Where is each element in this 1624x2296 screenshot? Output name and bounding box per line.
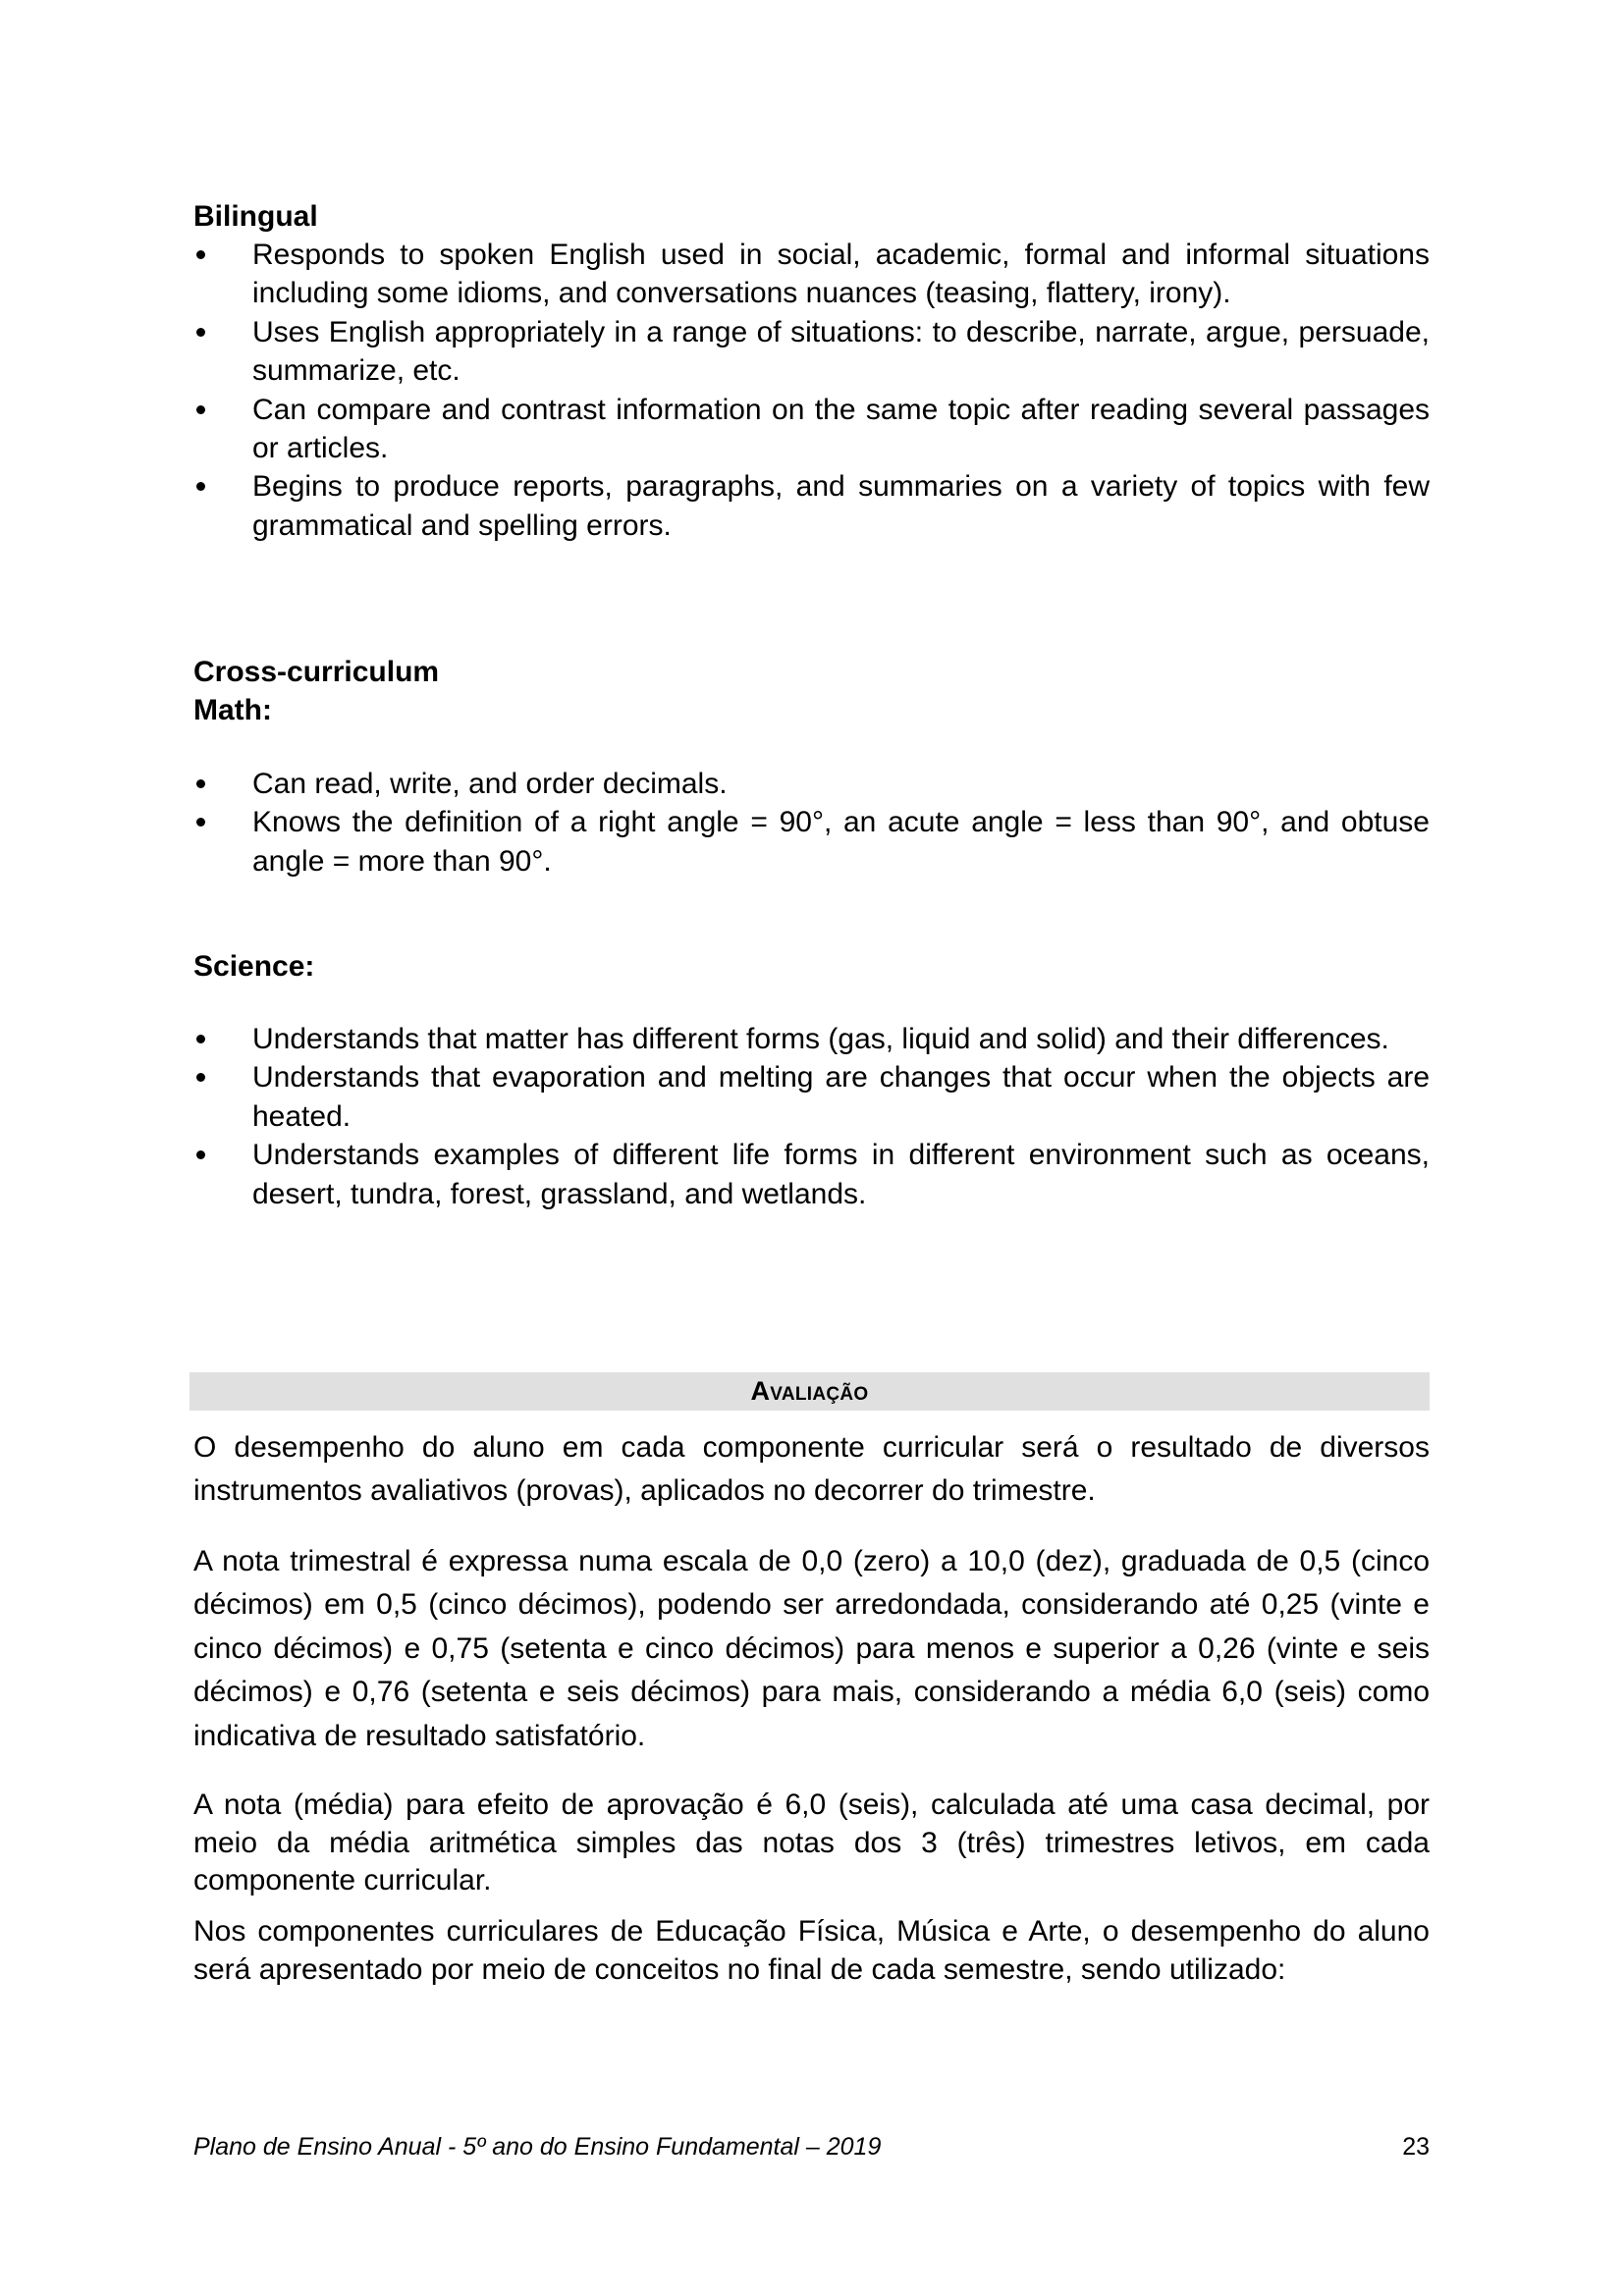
bullet-icon (196, 818, 205, 827)
math-heading: Math: (193, 694, 272, 726)
list-item: Understands that evaporation and melting are changes that occur when the objects are heated. (193, 1058, 1430, 1136)
bullet-icon (196, 250, 205, 259)
science-list (193, 1020, 1430, 1213)
bilingual-heading: Bilingual (193, 200, 318, 233)
document-page (193, 0, 1430, 2296)
list-item: Uses English appropriately in a range of situations: to describe, narrate, argue, persuade, summarize, etc. (193, 313, 1430, 391)
page-number: 23 (1402, 2133, 1430, 2161)
cross-curriculum-heading: Cross-curriculum (193, 656, 440, 688)
list-item: Understands that matter has different forms (gas, liquid and solid) and their differences. (193, 1020, 1430, 1058)
avaliacao-paragraph: Nos componentes curriculares de Educação Física, Música e Arte, o desempenho do aluno será apresentado por meio de conceitos no final de cada semestre, sendo utilizado: (193, 1915, 1430, 1986)
avaliacao-section-header: Avaliação (189, 1372, 1430, 1411)
bullet-icon (196, 482, 205, 491)
math-list (193, 765, 1430, 881)
list-item: Responds to spoken English used in social, academic, formal and informal situations including some idioms, and conversations nuances (teasing, flattery, irony). (193, 236, 1430, 313)
bilingual-list (193, 236, 1430, 545)
bullet-icon (196, 1150, 205, 1159)
avaliacao-paragraph: A nota (média) para efeito de aprovação é 6,0 (seis), calculada até uma casa decimal, por meio da média aritmética simples das notas dos 3 (três) trimestres letivos, em cada componente curricular. (193, 1789, 1430, 1897)
bullet-icon (196, 779, 205, 788)
bullet-icon (196, 1035, 205, 1043)
list-item: Can read, write, and order decimals. (193, 765, 1430, 803)
bullet-icon (196, 1073, 205, 1082)
avaliacao-paragraph: O desempenho do aluno em cada componente curricular será o resultado de diversos instrumentos avaliativos (provas), aplicados no decorrer do trimestre. (193, 1431, 1430, 1508)
list-item: Can compare and contrast information on the same topic after reading several passages or articles. (193, 391, 1430, 468)
footer-title: Plano de Ensino Anual - 5º ano do Ensino Fundamental – 2019 (193, 2133, 882, 2161)
bullet-icon (196, 405, 205, 414)
science-heading: Science: (193, 950, 315, 983)
list-item: Begins to produce reports, paragraphs, and summaries on a variety of topics with few grammatical and spelling errors. (193, 467, 1430, 545)
page-footer (193, 2132, 1430, 2162)
avaliacao-paragraph: A nota trimestral é expressa numa escala de 0,0 (zero) a 10,0 (dez), graduada de 0,5 (cinco décimos) em 0,5 (cinco décimos), podendo ser arredondada, considerando até 0,25 (vinte e cinco décimos) e 0,75 (setenta e cinco décimos) para menos e superior a 0,26 (vinte e seis décimos) e 0,76 (setenta e seis décimos) para mais, considerando a média 6,0 (seis) como indicativa de resultado satisfatório. (193, 1545, 1430, 1752)
list-item: Knows the definition of a right angle = 90°, an acute angle = less than 90°, and obtuse angle = more than 90°. (193, 803, 1430, 881)
list-item: Understands examples of different life forms in different environment such as oceans, desert, tundra, forest, grassland, and wetlands. (193, 1136, 1430, 1213)
bullet-icon (196, 328, 205, 337)
